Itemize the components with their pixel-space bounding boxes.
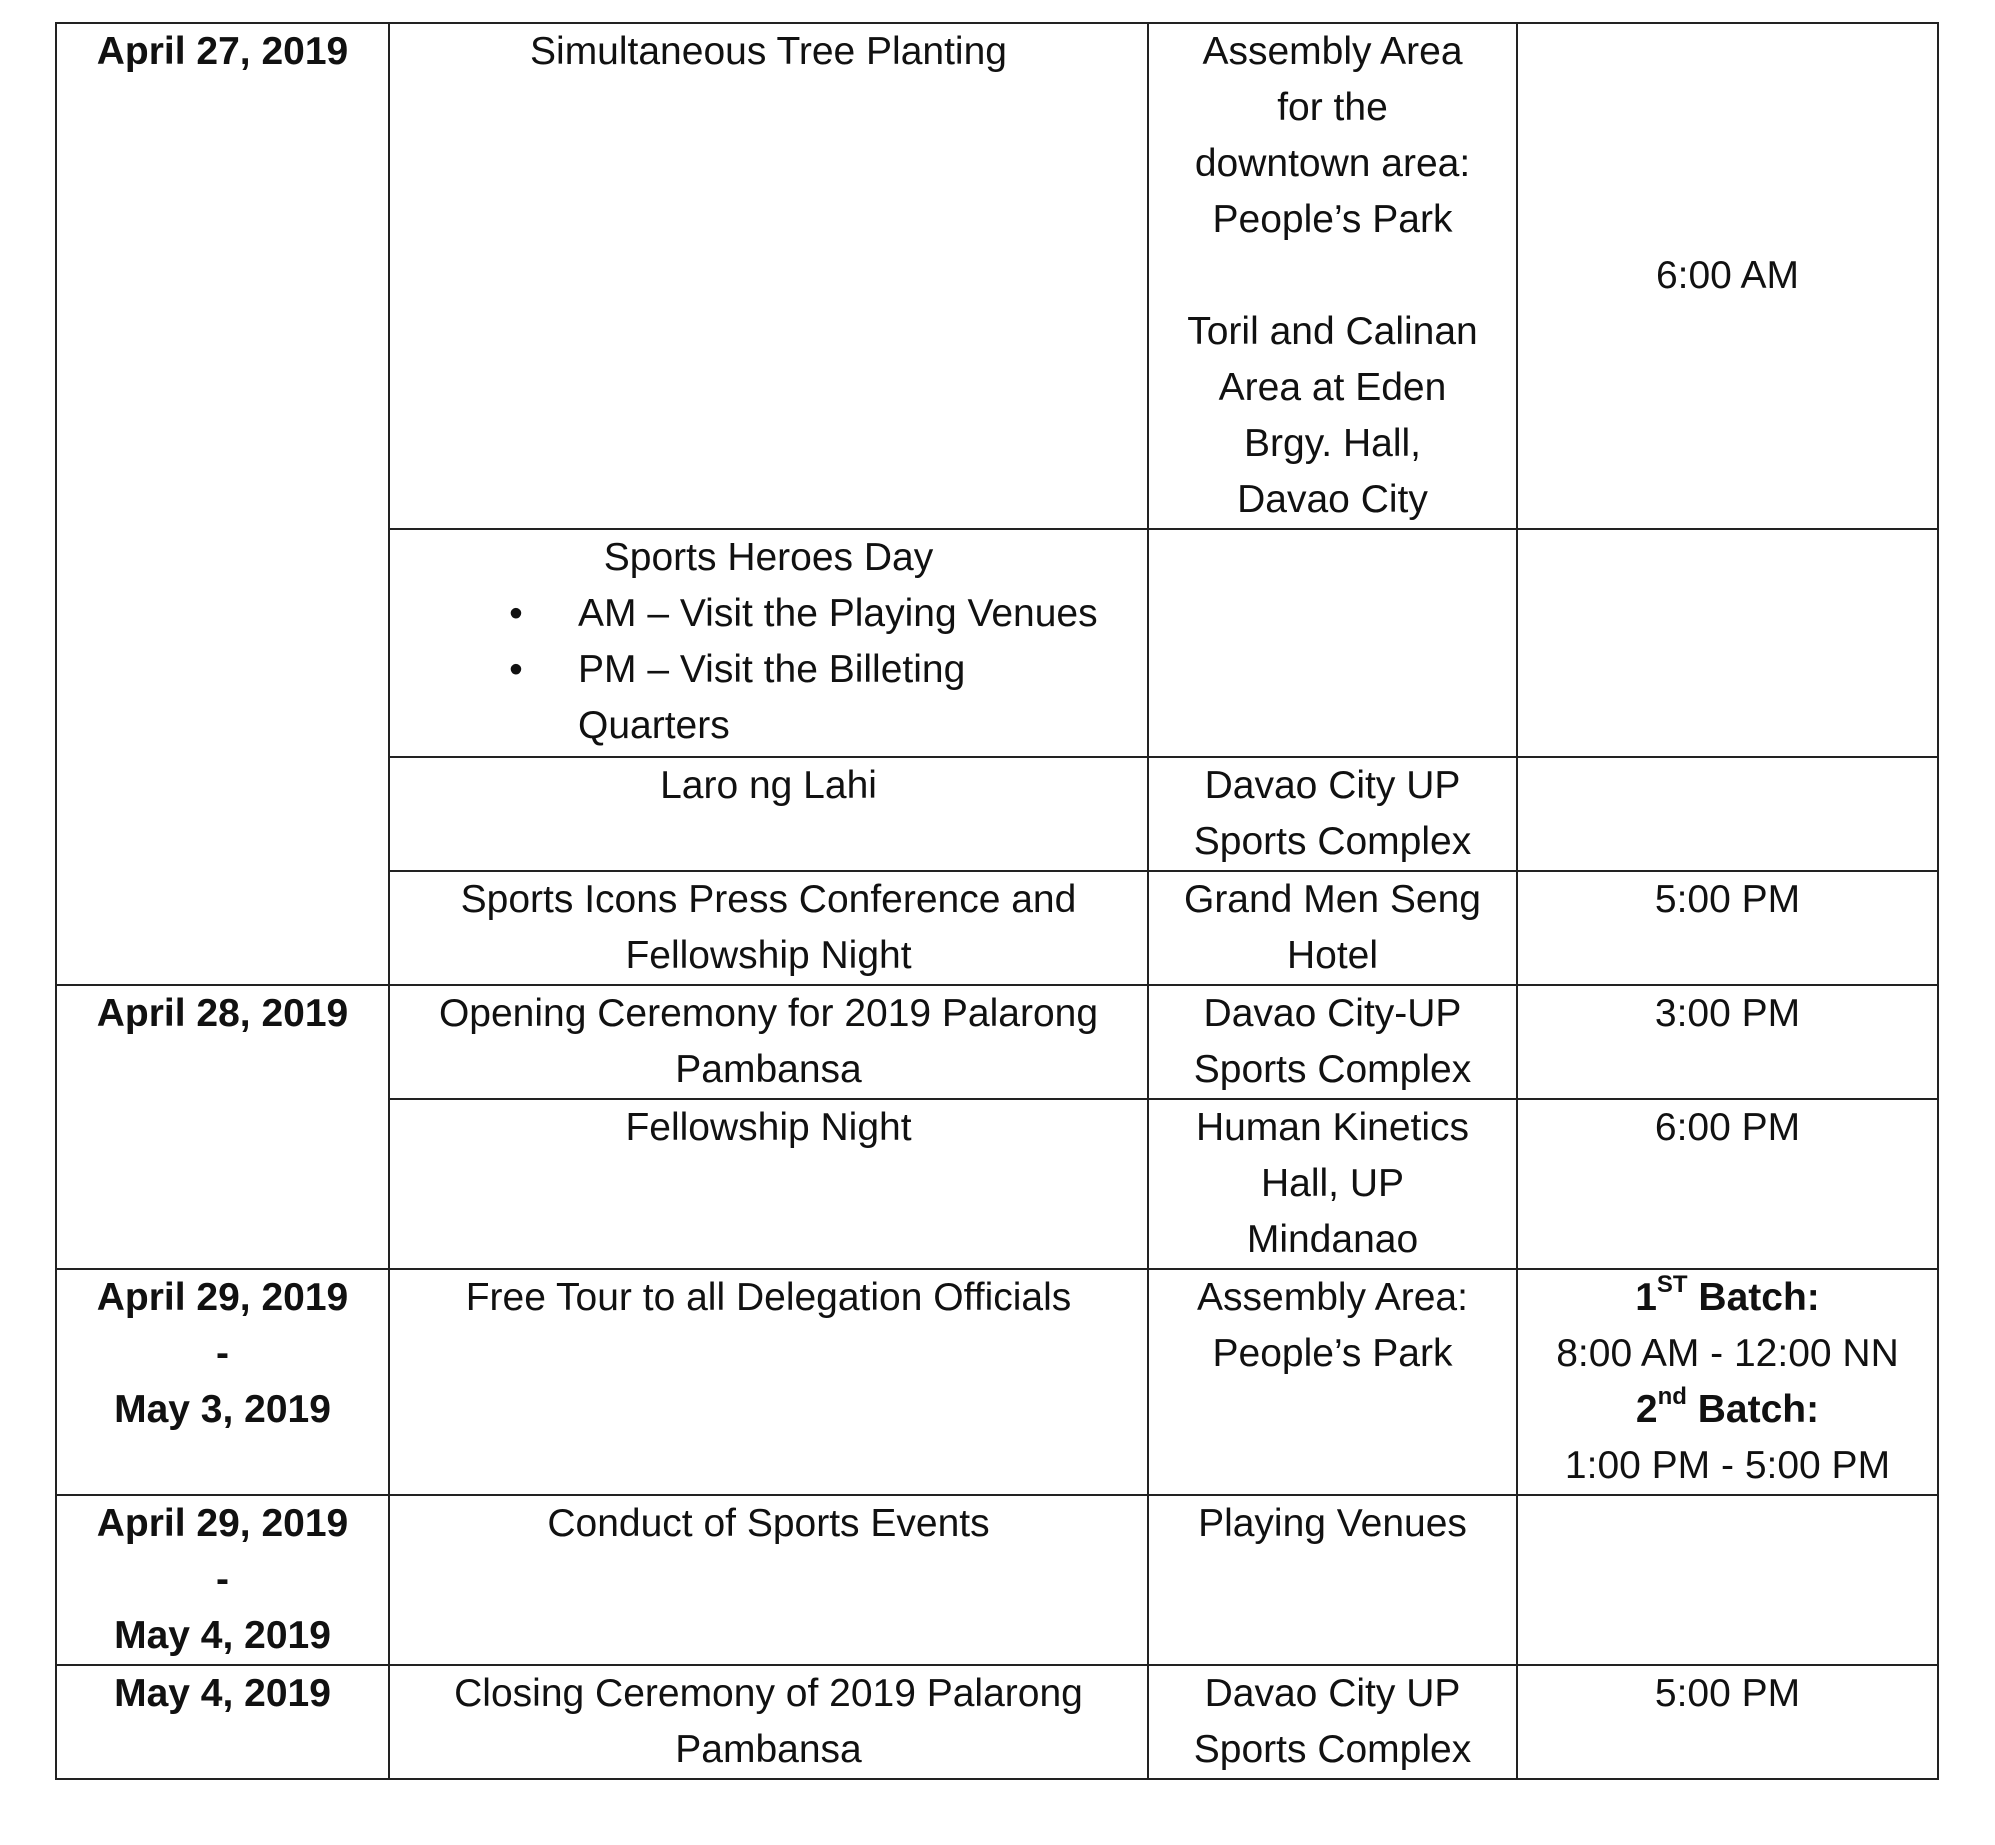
event-bullet-list (398, 586, 1139, 754)
date-cell: April 29, 2019 - May 3, 2019 (56, 1269, 389, 1495)
date-text: April 27, 2019 (96, 30, 349, 73)
date-text: April 28, 2019 (96, 992, 349, 1035)
event-text: Laro ng Lahi (660, 764, 877, 807)
time-text: 6:00 AM (1655, 254, 1800, 297)
venue-line: Davao City (1237, 478, 1428, 521)
venue-cell: Davao City UP Sports Complex (1148, 757, 1517, 871)
time-cell (1517, 23, 1938, 529)
venue-line: downtown area: (1194, 142, 1471, 185)
time-cell (1517, 985, 1938, 1099)
time-cell (1517, 1495, 1938, 1665)
time-text: 5:00 PM (1654, 878, 1801, 921)
event-cell: Opening Ceremony for 2019 Palarong Pambansa (389, 985, 1148, 1099)
time-cell (1517, 757, 1938, 871)
event-text: Fellowship Night (625, 1106, 912, 1149)
venue-cell: Davao City-UP Sports Complex (1148, 985, 1517, 1099)
venue-line: People’s Park (1212, 198, 1453, 241)
event-cell (389, 757, 1148, 871)
time-cell (1517, 1665, 1938, 1779)
date-cell: May 4, 2019 (56, 1665, 389, 1779)
venue-cell: Playing Venues (1148, 1495, 1517, 1665)
venue-cell (1148, 23, 1517, 529)
event-text: Simultaneous Tree Planting (530, 30, 1007, 73)
table-row (56, 1269, 1938, 1495)
time-cell (1517, 871, 1938, 985)
time-cell (1517, 529, 1938, 757)
list-item: • AM – Visit the Playing Venues (488, 586, 1139, 642)
event-cell (389, 1269, 1148, 1495)
venue-cell (1148, 529, 1517, 757)
table-row (56, 1665, 1938, 1779)
venue-line: Area at Eden (1218, 366, 1447, 409)
venue-cell: Davao City UP Sports Complex (1148, 1665, 1517, 1779)
bullet-icon: • (509, 648, 523, 691)
event-cell (389, 1099, 1148, 1269)
time-text: 5:00 PM (1654, 1672, 1801, 1715)
venue-cell: Assembly Area: People’s Park (1148, 1269, 1517, 1495)
venue-line: Toril and Calinan (1187, 310, 1478, 353)
batch-2-label: 2nd Batch: (1635, 1383, 1820, 1431)
venue-line: for the (1277, 86, 1388, 129)
batch-1-label: 1ST Batch: (1635, 1271, 1820, 1319)
list-item: • PM – Visit the Billeting Quarters (488, 642, 1139, 754)
event-cell: Sports Icons Press Conference and Fellowship Night (389, 871, 1148, 985)
date-cell (56, 985, 389, 1269)
batch-1-time: 8:00 AM - 12:00 NN (1556, 1332, 1899, 1375)
schedule-table (55, 22, 1939, 1780)
bullet-icon: • (509, 592, 523, 635)
time-text: 6:00 PM (1654, 1106, 1801, 1149)
event-text: Conduct of Sports Events (547, 1502, 990, 1545)
table-row (56, 985, 1938, 1099)
batch-2-time: 1:00 PM - 5:00 PM (1564, 1444, 1891, 1487)
event-cell (389, 529, 1148, 757)
event-cell (389, 23, 1148, 529)
date-cell (56, 23, 389, 985)
venue-cell: Grand Men Seng Hotel (1148, 871, 1517, 985)
date-cell: April 29, 2019 - May 4, 2019 (56, 1495, 389, 1665)
venue-line: Assembly Area (1202, 30, 1463, 73)
venue-line: Brgy. Hall, (1244, 422, 1421, 465)
event-cell (389, 1495, 1148, 1665)
event-text: Free Tour to all Delegation Officials (465, 1276, 1072, 1319)
table-row (56, 23, 1938, 529)
venue-cell: Human Kinetics Hall, UP Mindanao (1148, 1099, 1517, 1269)
event-cell: Closing Ceremony of 2019 Palarong Pambansa (389, 1665, 1148, 1779)
time-cell (1517, 1099, 1938, 1269)
table-row (56, 1495, 1938, 1665)
time-cell (1517, 1269, 1938, 1495)
time-text: 3:00 PM (1654, 992, 1801, 1035)
event-title: Sports Heroes Day (603, 536, 934, 579)
